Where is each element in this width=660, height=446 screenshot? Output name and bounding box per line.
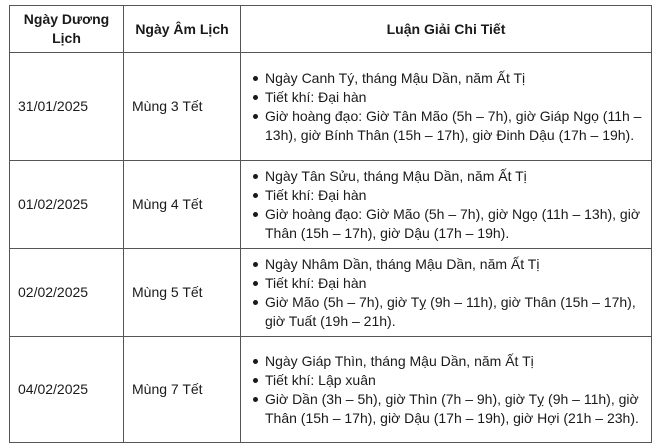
details-cell <box>241 337 652 443</box>
lunar-calendar-table <box>9 5 652 443</box>
detail-item: Giờ hoàng đạo: Giờ Mão (5h – 7h), giờ Ngọ (11h – 13h), giờ Thân (15h – 17h), giờ Dậu (17h – 19h). <box>265 205 645 243</box>
details-list <box>247 352 645 428</box>
lunar-date-cell: Mùng 3 Tết <box>124 53 241 161</box>
details-cell <box>241 249 652 337</box>
table-header-row <box>10 6 652 53</box>
header-lunar-date: Ngày Âm Lịch <box>124 6 241 53</box>
details-list <box>247 69 645 145</box>
details-cell <box>241 161 652 249</box>
solar-date-cell: 02/02/2025 <box>10 249 124 337</box>
detail-item: Giờ Dần (3h – 5h), giờ Thìn (7h – 9h), giờ Tỵ (9h – 11h), giờ Thân (15h – 17h), giờ Dậu (17h – 19h), giờ Hợi (21h – 23h). <box>265 390 645 428</box>
table-row <box>10 161 652 249</box>
details-cell <box>241 53 652 161</box>
detail-item: Tiết khí: Đại hàn <box>265 186 645 205</box>
detail-item: Tiết khí: Lập xuân <box>265 371 645 390</box>
solar-date-cell: 31/01/2025 <box>10 53 124 161</box>
solar-date-cell: 01/02/2025 <box>10 161 124 249</box>
lunar-date-cell: Mùng 7 Tết <box>124 337 241 443</box>
solar-date-cell: 04/02/2025 <box>10 337 124 443</box>
detail-item: Giờ hoàng đạo: Giờ Tân Mão (5h – 7h), giờ Giáp Ngọ (11h – 13h), giờ Bính Thân (15h – 17h), giờ Đinh Dậu (17h – 19h). <box>265 107 645 145</box>
detail-item: Ngày Tân Sửu, tháng Mậu Dần, năm Ất Tị <box>265 167 645 186</box>
table-row <box>10 249 652 337</box>
detail-item: Giờ Mão (5h – 7h), giờ Tỵ (9h – 11h), giờ Thân (15h – 17h), giờ Tuất (19h – 21h). <box>265 293 645 331</box>
detail-item: Ngày Giáp Thìn, tháng Mậu Dần, năm Ất Tị <box>265 352 645 371</box>
detail-item: Tiết khí: Đại hàn <box>265 88 645 107</box>
table-row <box>10 337 652 443</box>
lunar-date-cell: Mùng 4 Tết <box>124 161 241 249</box>
detail-item: Ngày Nhâm Dần, tháng Mậu Dần, năm Ất Tị <box>265 255 645 274</box>
header-solar-date: Ngày Dương Lịch <box>10 6 124 53</box>
detail-item: Tiết khí: Đại hàn <box>265 274 645 293</box>
lunar-date-cell: Mùng 5 Tết <box>124 249 241 337</box>
details-list <box>247 255 645 331</box>
header-details: Luận Giải Chi Tiết <box>241 6 652 53</box>
details-list <box>247 167 645 243</box>
table-row <box>10 53 652 161</box>
detail-item: Ngày Canh Tý, tháng Mậu Dần, năm Ất Tị <box>265 69 645 88</box>
